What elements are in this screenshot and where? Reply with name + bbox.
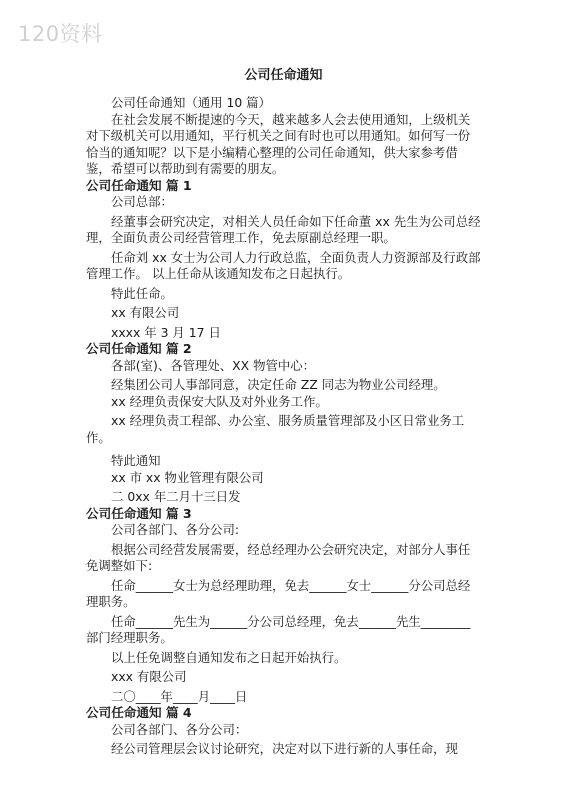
paragraph: 经集团公司人事部同意，决定任命 ZZ 同志为物业公司经理。: [111, 377, 446, 392]
paragraph: 任命______女士为总经理助理，免去______女士______分公司总经理职务。: [86, 577, 471, 609]
section-heading: 公司任命通知 篇 4: [86, 705, 192, 720]
document-subtitle: 公司任命通知（通用 10 篇）: [111, 95, 271, 110]
signature-date: 二〇____年____月____日: [111, 688, 248, 704]
paragraph: xx 经理负责保安大队及对外业务工作。: [111, 393, 328, 409]
closing-line: 特此任命。: [111, 285, 173, 301]
section-4: [86, 705, 481, 758]
paragraph: xx 经理负责工程部、办公室、服务质量管理部及小区日常业务工作。: [86, 413, 465, 445]
section-heading: 公司任命通知 篇 1: [86, 177, 192, 193]
addressee: 公司各部门、各分公司：: [111, 721, 248, 737]
signature-org: xxx 有限公司: [111, 669, 187, 684]
paragraph: 任命刘 xx 女士为公司人力行政总监，全面负责人力资源部及行政部管理工作。 以上任命从该通知发布之日起执行。: [86, 249, 481, 281]
signature-date: xxxx 年 3 月 17 日: [111, 324, 221, 340]
closing-line: 特此通知: [111, 453, 161, 468]
signature-date: 二 0xx 年二月十三日发: [111, 489, 241, 504]
addressee: 公司各部门、各分公司:: [111, 522, 240, 537]
paragraph: 根据公司经营发展需要，经总经理办公会研究决定，对部分人事任免调整如下:: [86, 541, 471, 573]
paragraph: 以上任免调整自通知发布之日起开始执行。: [111, 649, 347, 665]
signature-org: xx 市 xx 物业管理有限公司: [111, 469, 264, 485]
document-title: 公司任命通知: [244, 68, 323, 83]
section-heading: 公司任命通知 篇 3: [86, 505, 192, 521]
paragraph: 经公司管理层会议讨论研究，决定对以下进行新的人事任命，现: [111, 741, 458, 756]
intro-paragraph: 在社会发展不断提速的今天，越来越多人会去使用通知，上级机关对下级机关可以用通知，平行机关之间有时也可以用通知。如何写一份恰当的通知呢？以下是小编精心整理的公司任命通知，供大家参考借鉴，希望可以帮助到有需要的朋友。: [86, 111, 471, 176]
section-heading: 公司任命通知 篇 2: [86, 341, 192, 356]
paragraph: 经董事会研究决定，对相关人员任命如下任命董 xx 先生为公司总经理，全面负责公司经营管理工作，免去原副总经理一职。: [86, 213, 481, 245]
paragraph: 任命______先生为______分公司总经理，免去______先生________部门经理职务。: [86, 613, 471, 645]
section-2: [86, 341, 481, 506]
signature-org: xx 有限公司: [111, 305, 180, 320]
watermark: 120资料: [18, 22, 103, 46]
addressee: 公司总部：: [111, 194, 173, 209]
section-3: [86, 506, 481, 706]
addressee: 各部(室)、各管理处、XX 物管中心：: [111, 357, 316, 373]
section-1: [86, 178, 481, 342]
document-page: [86, 68, 481, 758]
